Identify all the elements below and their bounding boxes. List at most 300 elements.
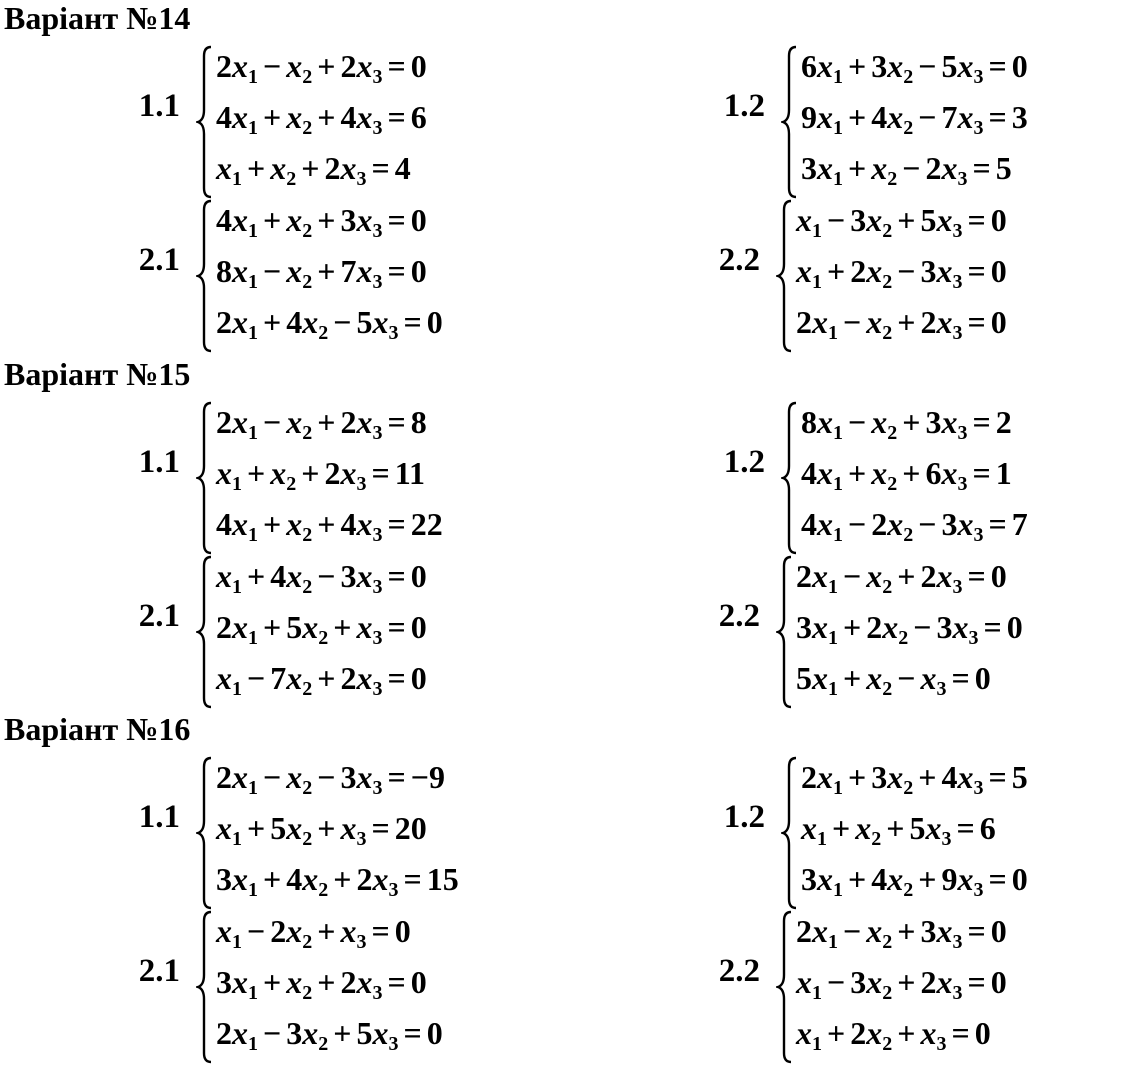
equation-system [110,400,650,556]
brace-shape [781,400,799,556]
operator: + [247,455,266,491]
right-hand-side: 5 [995,150,1012,186]
variable-x3: $x_3$ [356,759,383,799]
operator: + [897,304,916,340]
coefficient: 5 [270,810,287,846]
operator: + [317,202,336,238]
variable-x2: $x_2$ [302,609,329,649]
variable-x2: $x_2$ [866,558,893,598]
equals-sign: = [387,253,406,289]
equals-sign: = [387,558,406,594]
operator: − [843,304,862,340]
variable-x3: $x_3$ [340,150,367,190]
equation [801,146,1028,197]
equals-sign: = [387,99,406,135]
right-hand-side: 0 [410,964,427,1000]
equation-system [110,198,650,354]
system-label: 1.2 [723,444,765,480]
variable-x3: $x_3$ [952,609,979,649]
operator: − [263,404,282,440]
operator: + [317,253,336,289]
variable-x2: $x_2$ [286,253,313,293]
operator: + [301,150,320,186]
coefficient: 3 [216,964,232,1000]
equation [796,605,1023,656]
variable-x2: $x_2$ [866,660,893,700]
operator: + [827,1015,846,1051]
right-hand-side: 0 [410,609,427,645]
coefficient: 3 [216,861,232,897]
coefficient: 2 [796,913,812,949]
coefficient: 3 [936,609,953,645]
operator: + [848,455,867,491]
brace-shape [776,909,794,1065]
variable-x3: $x_3$ [925,810,952,850]
variable-x1: $x_1$ [216,455,242,495]
variable-x3: $x_3$ [356,99,383,139]
coefficient: 2 [216,759,232,795]
equation [796,554,1023,605]
variable-x1: $x_1$ [232,964,258,1004]
operator: + [317,506,336,542]
equals-sign: = [387,404,406,440]
variable-x3: $x_3$ [941,150,968,190]
equation-system [110,909,650,1065]
equals-sign: = [403,861,422,897]
variable-x3: $x_3$ [957,506,984,546]
variable-x1: $x_1$ [796,964,822,1004]
variable-x3: $x_3$ [920,660,947,700]
equals-sign: = [951,1015,970,1051]
operator: − [827,202,846,238]
equation [216,806,459,857]
equals-sign: = [972,150,991,186]
equals-sign: = [972,455,991,491]
operator: − [827,964,846,1000]
coefficient: 2 [216,404,232,440]
coefficient: 4 [286,304,303,340]
operator: + [317,404,336,440]
operator: + [263,99,282,135]
variable-x1: $x_1$ [216,558,242,598]
variable-x3: $x_3$ [941,404,968,444]
system-label: 1.1 [138,88,180,124]
equals-sign: = [988,861,1007,897]
coefficient: 2 [340,48,357,84]
equation [216,146,427,197]
variable-x2: $x_2$ [882,609,909,649]
right-hand-side: 22 [410,506,443,542]
left-brace [196,909,214,1065]
operator: + [317,99,336,135]
right-hand-side: 0 [426,304,443,340]
coefficient: 9 [801,99,817,135]
left-brace [781,400,799,556]
equation [216,451,443,502]
equation [796,656,1023,707]
operator: + [897,202,916,238]
variable-x2: $x_2$ [286,202,313,242]
operator: − [918,506,937,542]
equals-sign: = [967,202,986,238]
variable-x1: $x_1$ [817,48,843,88]
variable-x3: $x_3$ [936,253,963,293]
system-label: 2.2 [718,242,760,278]
coefficient: 3 [871,48,888,84]
right-hand-side: 3 [1011,99,1028,135]
variable-x3: $x_3$ [920,1015,947,1055]
operator: + [317,810,336,846]
variable-x1: $x_1$ [232,1015,258,1055]
coefficient: 3 [286,1015,303,1051]
variable-x2: $x_2$ [866,304,893,344]
coefficient: 2 [796,558,812,594]
coefficient: 3 [340,202,357,238]
equals-sign: = [387,759,406,795]
coefficient: 4 [216,99,232,135]
operator: + [317,913,336,949]
coefficient: 2 [801,759,817,795]
operator: + [301,455,320,491]
variable-x3: $x_3$ [356,253,383,293]
right-hand-side: 15 [426,861,459,897]
operator: − [333,304,352,340]
operator: + [247,558,266,594]
variable-x2: $x_2$ [887,48,914,88]
operator: − [263,253,282,289]
coefficient: 8 [801,404,817,440]
operator: + [333,861,352,897]
coefficient: 3 [340,759,357,795]
variable-x2: $x_2$ [286,913,313,953]
coefficient: 2 [920,304,937,340]
right-hand-side: 0 [990,304,1007,340]
coefficient: 4 [286,861,303,897]
variable-x1: $x_1$ [812,609,838,649]
variable-x3: $x_3$ [372,861,399,901]
system-label: 1.2 [723,88,765,124]
variable-x2: $x_2$ [286,48,313,88]
equations [801,400,1028,553]
equations [216,909,443,1062]
variable-x3: $x_3$ [936,304,963,344]
equations [216,44,427,197]
brace-shape [196,44,214,200]
equation-system [695,755,1142,911]
variable-x1: $x_1$ [801,810,827,850]
variable-x1: $x_1$ [232,99,258,139]
variable-x1: $x_1$ [232,202,258,242]
variable-x1: $x_1$ [216,913,242,953]
right-hand-side: 0 [410,558,427,594]
variable-x2: $x_2$ [302,1015,329,1055]
variable-x2: $x_2$ [286,99,313,139]
equation [796,1011,1007,1062]
system-label: 2.1 [138,598,180,634]
operator: − [918,48,937,84]
coefficient: 2 [850,1015,867,1051]
operator: − [843,913,862,949]
coefficient: 2 [216,609,232,645]
equations [216,400,443,553]
coefficient: 3 [340,558,357,594]
variable-x1: $x_1$ [232,48,258,88]
equation [796,249,1007,300]
operator: − [902,150,921,186]
left-brace [196,755,214,911]
right-hand-side: 0 [974,660,991,696]
equation [796,198,1007,249]
variable-x2: $x_2$ [871,455,898,495]
left-brace [776,198,794,354]
right-hand-side: 0 [990,913,1007,949]
coefficient: 5 [941,48,958,84]
equations [796,554,1023,707]
coefficient: 5 [796,660,812,696]
coefficient: 3 [925,404,942,440]
coefficient: 6 [801,48,817,84]
equation-system [690,554,1142,710]
equals-sign: = [371,455,390,491]
coefficient: 2 [216,304,232,340]
equation [801,857,1028,908]
variable-x1: $x_1$ [232,861,258,901]
operator: − [263,1015,282,1051]
right-hand-side: 0 [410,253,427,289]
variable-x1: $x_1$ [232,609,258,649]
variable-x3: $x_3$ [936,202,963,242]
right-hand-side: 4 [394,150,411,186]
variable-x2: $x_2$ [286,964,313,1004]
left-brace [781,755,799,911]
variable-x3: $x_3$ [340,913,367,953]
operator: + [247,810,266,846]
variable-x1: $x_1$ [232,506,258,546]
variable-x3: $x_3$ [356,609,383,649]
operator: − [317,759,336,795]
variable-x3: $x_3$ [356,48,383,88]
operator: + [902,455,921,491]
equation [216,300,443,351]
operator: − [263,759,282,795]
equals-sign: = [956,810,975,846]
equation [801,95,1028,146]
operator: + [317,964,336,1000]
equals-sign: = [371,913,390,949]
operator: − [897,660,916,696]
equals-sign: = [967,253,986,289]
operator: + [848,861,867,897]
variable-x3: $x_3$ [356,558,383,598]
operator: + [263,506,282,542]
equation-system [690,909,1142,1065]
equation [216,95,427,146]
equals-sign: = [371,810,390,846]
variable-x1: $x_1$ [232,759,258,799]
equals-sign: = [387,506,406,542]
variant-title: Варіант №15 [4,356,191,392]
coefficient: 2 [356,861,373,897]
variable-x3: $x_3$ [936,913,963,953]
variable-x1: $x_1$ [817,404,843,444]
equation [801,755,1028,806]
right-hand-side: 6 [410,99,427,135]
operator: + [897,913,916,949]
operator: − [918,99,937,135]
equation [216,857,459,908]
variable-x2: $x_2$ [270,455,297,495]
variable-x2: $x_2$ [286,810,313,850]
operator: + [843,660,862,696]
variable-x3: $x_3$ [372,1015,399,1055]
brace-shape [196,554,214,710]
variable-x1: $x_1$ [812,913,838,953]
variable-x2: $x_2$ [286,506,313,546]
coefficient: 3 [941,506,958,542]
variable-x3: $x_3$ [356,964,383,1004]
coefficient: 4 [340,99,357,135]
left-brace [196,198,214,354]
equation [796,300,1007,351]
variable-x2: $x_2$ [887,99,914,139]
coefficient: 4 [340,506,357,542]
coefficient: 2 [216,48,232,84]
coefficient: 3 [801,150,817,186]
equation [216,656,427,707]
variable-x2: $x_2$ [286,759,313,799]
operator: + [886,810,905,846]
operator: + [263,861,282,897]
operator: − [848,404,867,440]
variable-x2: $x_2$ [871,150,898,190]
equations [796,909,1007,1062]
right-hand-side: 0 [410,660,427,696]
equations [216,554,427,707]
variable-x1: $x_1$ [796,202,822,242]
operator: + [263,964,282,1000]
equation [216,755,459,806]
variable-x3: $x_3$ [936,558,963,598]
variable-x2: $x_2$ [286,660,313,700]
coefficient: 4 [871,99,888,135]
system-label: 1.2 [723,799,765,835]
coefficient: 2 [796,304,812,340]
operator: + [848,48,867,84]
operator: + [333,609,352,645]
right-hand-side: 2 [995,404,1012,440]
right-hand-side: 0 [1011,861,1028,897]
coefficient: 7 [340,253,357,289]
right-hand-side: 7 [1011,506,1028,542]
equations [216,755,459,908]
equation [216,554,427,605]
operator: + [263,202,282,238]
right-hand-side: 0 [426,1015,443,1051]
system-label: 2.2 [718,598,760,634]
variable-x3: $x_3$ [356,506,383,546]
coefficient: 5 [356,304,373,340]
variable-x2: $x_2$ [270,150,297,190]
equation [801,451,1028,502]
coefficient: 4 [801,506,817,542]
equations [801,44,1028,197]
right-hand-side: 0 [410,202,427,238]
coefficient: 2 [866,609,883,645]
equals-sign: = [967,913,986,949]
coefficient: 2 [270,913,287,949]
right-hand-side: 0 [990,253,1007,289]
right-hand-side: 0 [394,913,411,949]
equals-sign: = [387,202,406,238]
equation [216,605,427,656]
equals-sign: = [951,660,970,696]
coefficient: 6 [925,455,942,491]
equals-sign: = [988,506,1007,542]
coefficient: 2 [920,558,937,594]
equals-sign: = [967,558,986,594]
right-hand-side: 0 [1011,48,1028,84]
variable-x1: $x_1$ [232,404,258,444]
variant-title: Варіант №16 [4,711,191,747]
coefficient: 2 [920,964,937,1000]
equals-sign: = [387,48,406,84]
left-brace [196,400,214,556]
operator: + [263,609,282,645]
coefficient: 3 [920,253,937,289]
variable-x3: $x_3$ [356,404,383,444]
brace-shape [776,554,794,710]
equation [216,909,443,960]
coefficient: 7 [270,660,287,696]
right-hand-side: 11 [394,455,425,491]
equation [216,502,443,553]
variable-x3: $x_3$ [941,455,968,495]
variable-x1: $x_1$ [216,660,242,700]
variable-x3: $x_3$ [957,861,984,901]
equation [801,502,1028,553]
operator: + [333,1015,352,1051]
equation-system [695,400,1142,556]
variable-x2: $x_2$ [302,304,329,344]
equals-sign: = [371,150,390,186]
coefficient: 3 [801,861,817,897]
coefficient: 4 [871,861,888,897]
equals-sign: = [387,660,406,696]
coefficient: 3 [850,964,867,1000]
equation-system [110,44,650,200]
coefficient: 4 [216,202,232,238]
operator: + [897,558,916,594]
coefficient: 2 [871,506,888,542]
coefficient: 4 [270,558,287,594]
variable-x3: $x_3$ [372,304,399,344]
equations [801,755,1028,908]
equals-sign: = [967,964,986,1000]
equation-system [110,554,650,710]
variable-x1: $x_1$ [817,506,843,546]
coefficient: 2 [324,150,341,186]
system-label: 2.2 [718,953,760,989]
equals-sign: = [387,609,406,645]
coefficient: 5 [909,810,926,846]
operator: + [317,48,336,84]
system-label: 2.1 [138,953,180,989]
operator: + [827,253,846,289]
operator: − [317,558,336,594]
variable-x2: $x_2$ [887,861,914,901]
operator: + [918,861,937,897]
equations [796,198,1007,351]
